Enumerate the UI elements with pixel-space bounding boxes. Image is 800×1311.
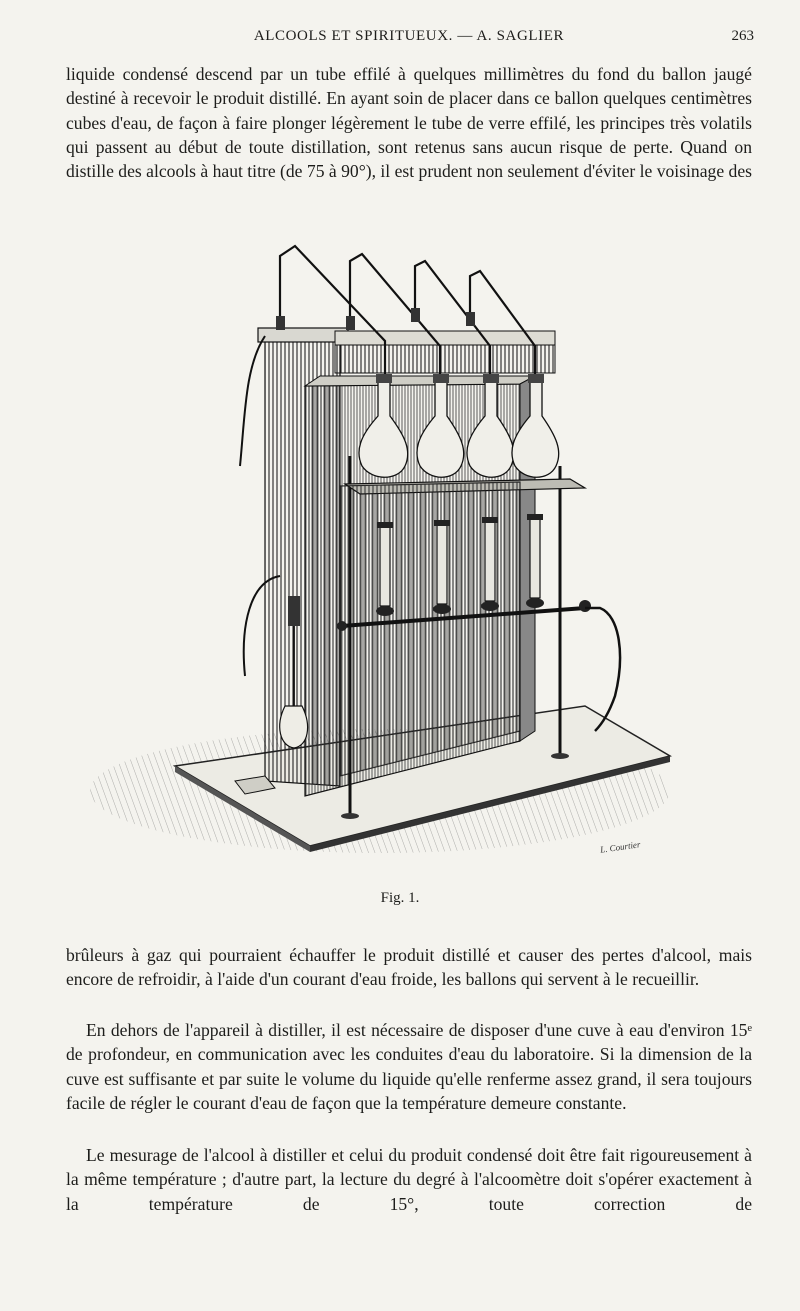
page-header xyxy=(66,28,752,52)
figure-caption: Fig. 1. xyxy=(380,890,420,906)
paragraph-3: En dehors de l'appareil à distiller, il est nécessaire de disposer d'une cuve à eau d'environ 15ᵉ de profondeur, en communication avec les conduites d'eau du laboratoire. Si la dimension de la cuve est suffisante et par suite le volume du liquide qu'elle renferme assez grand, il sera toujours facile de régler le courant d'eau de façon que la température demeure constante. xyxy=(66,1020,752,1113)
running-head: ALCOOLS ET SPIRITUEUX. — A. SAGLIER xyxy=(253,28,565,44)
page-number: 263 xyxy=(731,28,754,44)
engraver-signature: L. Courtier xyxy=(599,839,642,855)
distillation-apparatus-illustration xyxy=(80,236,720,866)
paragraph-2: brûleurs à gaz qui pourraient échauffer le produit distillé et causer des pertes d'alcool, mais encore de refroidir, à l'aide d'un courant d'eau froide, les ballons qui servent à le recueillir. xyxy=(66,945,752,990)
paragraph-4: Le mesurage de l'alcool à distiller et celui du produit condensé doit être fait rigoureusement à la même température ; d'autre part, la lecture du degré à l'alcoomètre doit s'opérer exactement à la température de 15°, toute correction de xyxy=(66,1145,752,1214)
paragraph-1: liquide condensé descend par un tube effilé à quelques millimètres du fond du ballon jaugé destiné à recevoir le produit distillé. En ayant soin de placer dans ce ballon quelques centimètres cubes d'eau, de façon à faire plonger légèrement le tube de verre effilé, les principes très volatils qui passent au début de toute distillation, sont retenus sans aucun risque de perte. Quand on distille des alcools à haut titre (de 75 à 90°), il est prudent non seulement d'éviter le voisinage des xyxy=(66,64,752,182)
